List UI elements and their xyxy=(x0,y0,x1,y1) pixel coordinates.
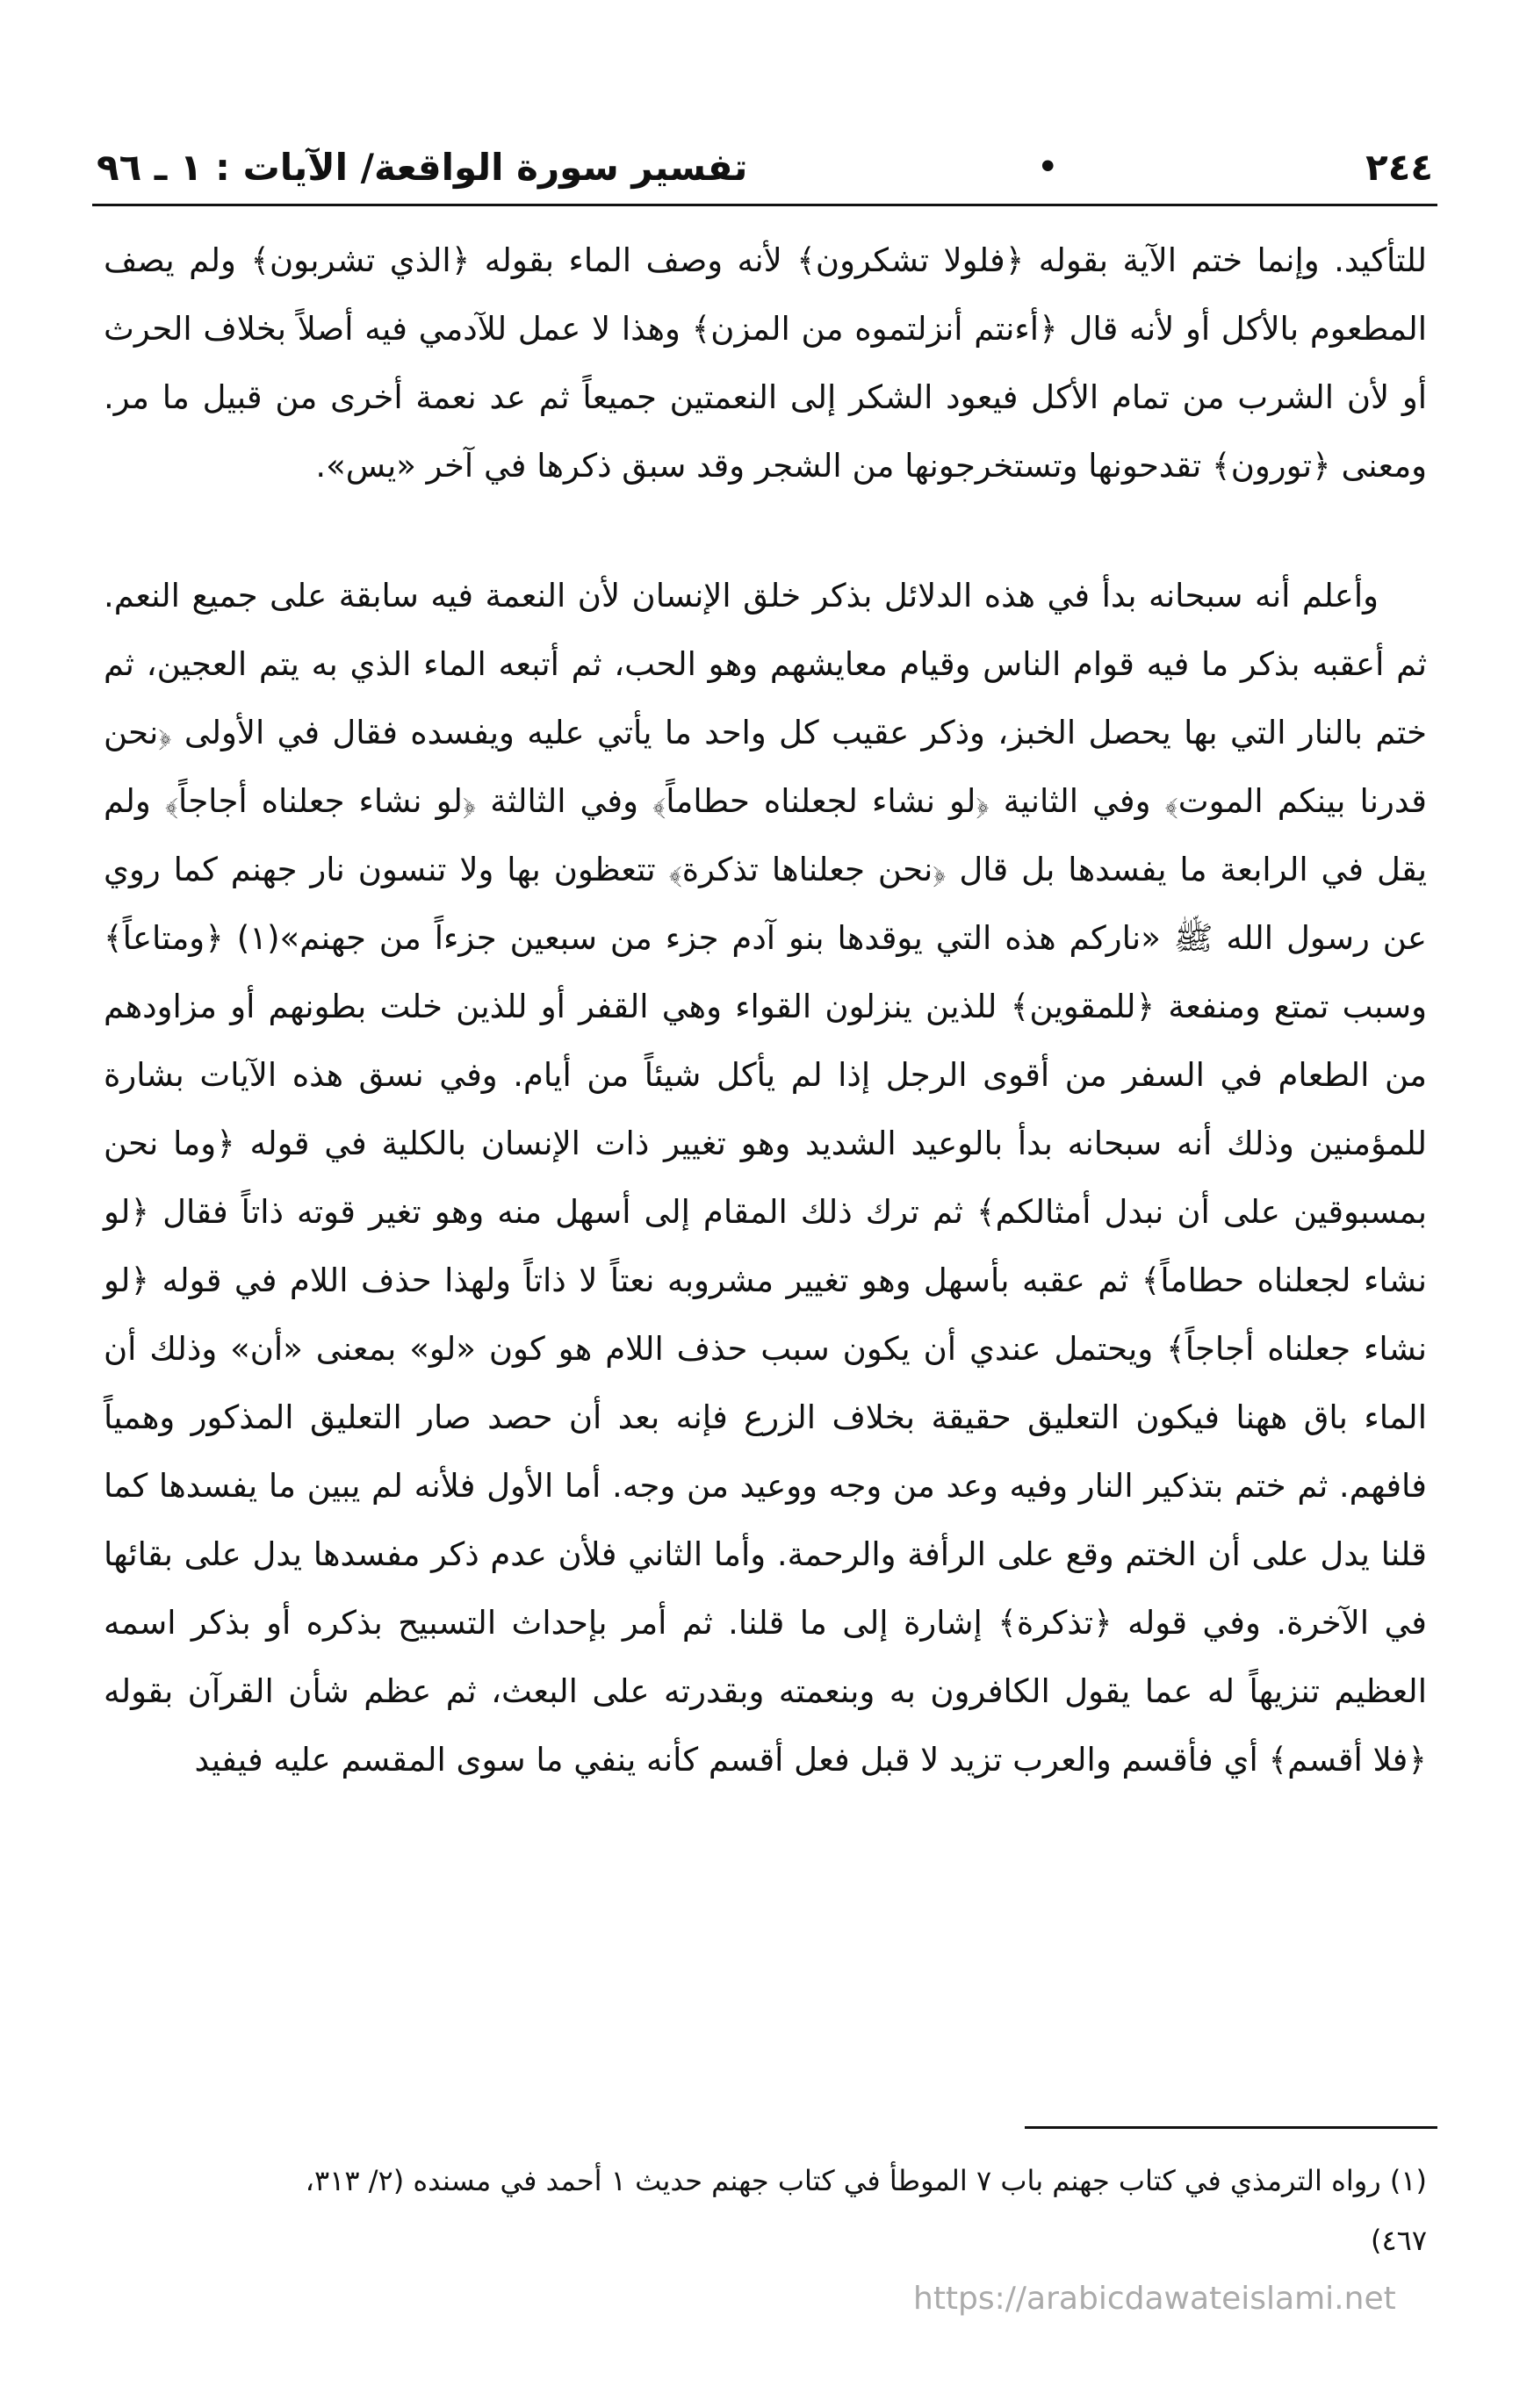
watermark-url: https://arabicdawateislami.net xyxy=(913,2281,1396,2317)
page-number: ٢٤٤ xyxy=(1365,145,1433,189)
main-text xyxy=(104,226,1427,1794)
header-rule xyxy=(92,204,1437,206)
running-title: تفسير سورة الواقعة/ الآيات : ١ ـ ٩٦ xyxy=(97,145,748,189)
footnote-rule xyxy=(1025,2126,1437,2129)
footnote xyxy=(104,2151,1427,2270)
page-header xyxy=(97,132,1433,202)
paragraph-1: للتأكيد. وإنما ختم الآية بقوله ﴿فلولا تشكرون﴾ لأنه وصف الماء بقوله ﴿الذي تشربون﴾ ولم يصف المطعوم بالأكل أو لأنه قال ﴿أءنتم أنزلتموه من المزن﴾ وهذا لا عمل للآدمي فيه أصلاً بخلاف الحرث أو لأن الشرب من تمام الأكل فيعود الشكر إلى النعمتين جميعاً ثم عد نعمة أخرى من قبيل ما مر. ومعنى ﴿تورون﴾ تقدحونها وتستخرجونها من الشجر وقد سبق ذكرها في آخر «يس». xyxy=(104,241,1427,485)
paragraph-2: وأعلم أنه سبحانه بدأ في هذه الدلائل بذكر خلق الإنسان لأن النعمة فيه سابقة على جميع النعم. ثم أعقبه بذكر ما فيه قوام الناس وقيام معايشهم وهو الحب، ثم أتبعه الماء الذي به يتم العجين، ثم ختم بالنار التي بها يحصل الخبز، وذكر عقيب كل واحد ما يأتي عليه ويفسده فقال في الأولى ﴿نحن قدرنا بينكم الموت﴾ وفي الثانية ﴿لو نشاء لجعلناه حطاماً﴾ وفي الثالثة ﴿لو نشاء جعلناه أجاجاً﴾ ولم يقل في الرابعة ما يفسدها بل قال ﴿نحن جعلناها تذكرة﴾ تتعظون بها ولا تنسون نار جهنم كما روي عن رسول الله ﷺ «ناركم هذه التي يوقدها بنو آدم جزء من سبعين جزءاً من جهنم»(١) ﴿ومتاعاً﴾ وسبب تمتع ومنفعة ﴿للمقوين﴾ للذين ينزلون القواء وهي القفر أو للذين خلت بطونهم أو مزاودهم من الطعام في السفر من أقوى الرجل إذا لم يأكل شيئاً من أيام. وفي نسق هذه الآيات بشارة للمؤمنين وذلك أنه سبحانه بدأ بالوعيد الشديد وهو تغيير ذات الإنسان بالكلية في قوله ﴿وما نحن بمسبوقين على أن نبدل أمثالكم﴾ ثم ترك ذلك المقام إلى أسهل منه وهو تغير قوته ذاتاً فقال ﴿لو نشاء لجعلناه حطاماً﴾ ثم عقبه بأسهل وهو تغيير مشروبه نعتاً لا ذاتاً ولهذا حذف اللام في قوله ﴿لو نشاء جعلناه أجاجاً﴾ ويحتمل عندي أن يكون سبب حذف اللام هو كون «لو» بمعنى «أن» وذلك أن الماء باق ههنا فيكون التعليق حقيقة بخلاف الزرع فإنه بعد أن حصد صار التعليق المذكور وهمياً فافهم. ثم ختم بتذكير النار وفيه وعد من وجه ووعيد من وجه. أما الأول فلأنه لم يبين ما يفسدها كما قلنا يدل على أن الختم وقع على الرأفة والرحمة. وأما الثاني فلأن عدم ذكر مفسدها يدل على بقائها في الآخرة. وفي قوله ﴿تذكرة﴾ إشارة إلى ما قلنا. ثم أمر بإحداث التسبيح بذكره أو بذكر اسمه العظيم تنزيهاً له عما يقول الكافرون به وبنعمته وبقدرته على البعث، ثم عظم شأن القرآن بقوله ﴿فلا أقسم﴾ أي فأقسم والعرب تزيد لا قبل فعل أقسم كأنه ينفي ما سوى المقسم عليه فيفيد xyxy=(104,577,1427,1779)
footnote-line-2: ٤٦٧) xyxy=(1370,2224,1427,2257)
header-separator-dot: • xyxy=(1037,148,1058,185)
footnote-line-1: (١) رواه الترمذي في كتاب جهنم باب ٧ الموطأ في كتاب جهنم حديث ١ أحمد في مسنده (٢/ ٣١٣، xyxy=(305,2164,1427,2197)
